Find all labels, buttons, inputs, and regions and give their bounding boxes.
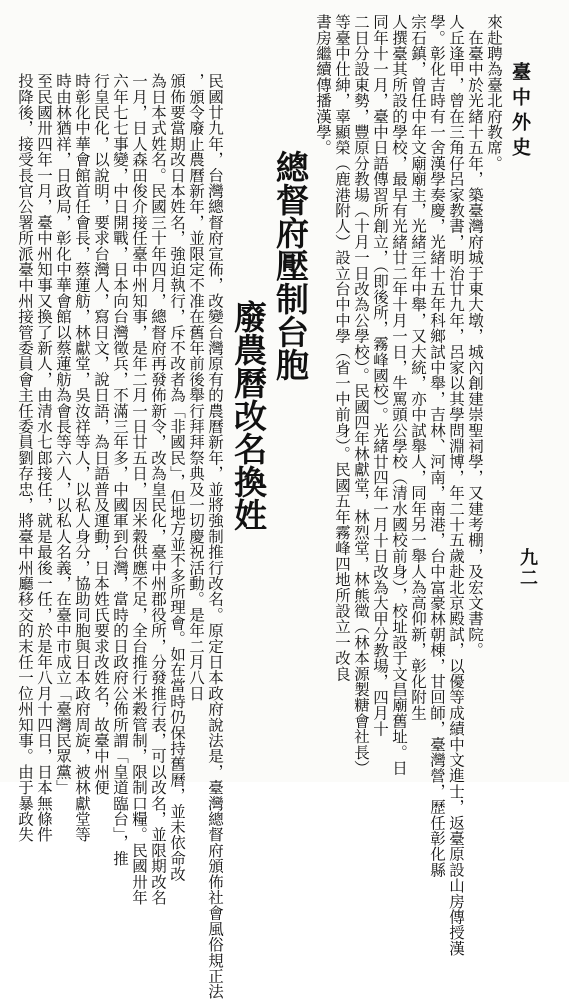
text-column: 等臺中仕紳，辜顯榮（鹿港附人）設立台中中學（省一中前身）。民國五年霧峰四地所設立一改良 — [333, 14, 351, 682]
text-column: 人撰臺其所設的學校，最早有光緒廿二年十月一日，牛罵頭公學校（清水國校前身），校址設于文昌廟舊址。日 — [390, 14, 408, 776]
text-column: 投降後，接受長官公署所派臺中州接管委員會主任委員劉存忠，將臺中州廳移交的末任一位州知事。由于暴政失 — [16, 73, 34, 843]
text-column: 時彰化中華會館首任會長，蔡蓮舫，林獻堂，吳汝祥等人，以私人身分，協助同胞與日本政府周旋，被林獻堂等 — [73, 73, 91, 843]
text-column: 民國廿九年，台灣總督府宣佈，改變台灣原有的農曆新年，並將強制推行改名。原定日本政府說法是，臺灣總督府頒佈社會風俗規正法 — [206, 73, 224, 999]
page-number: 九二 — [517, 548, 538, 588]
text-column: 一月，日人森田俊介接任臺中州知事，是年二月一日廿五日，因米穀供應不足，全台推行米穀管制，限制口糧。民國卅年 — [130, 73, 148, 906]
text-column: 至民國卅四年一月，臺中州知事又換了新人，由清水七郎接任，就是最後一任，於是年八月十四日，日本無條件 — [35, 73, 53, 843]
text-column: 時由林猶祥，日政局，彰化中華會館以蔡蓮舫為會長等六人，以私人名義，在臺中市成立「臺灣民眾黨」 — [54, 73, 72, 796]
text-column: 二日分設東勢，豐原分教場（十月一日改為公學校）。民國四年林獻堂，林烈堂，林熊徵（林本源製糖會社長） — [352, 14, 370, 776]
article-subtitle: 廢農曆改名換姓 — [229, 300, 268, 531]
text-column: 來赴聘為臺北府教席。 — [485, 14, 503, 171]
text-column: 為日本式姓名。民國三十年四月，總督府再發佈新令，改為皇民化，臺中州郡役所，分發推行表，可以改名，並限期改名 — [149, 73, 167, 906]
article-title: 總督府壓制台胞 — [271, 150, 310, 381]
text-column: 書房繼續傳播漢學。 — [314, 14, 332, 156]
text-column: 宗石鎮，曾任中年文廟廟主，光緒三年中舉，又大統，亦中試舉人，同年另一舉人為高仰新，彰化附生 — [409, 14, 427, 721]
text-column: 人丘逢甲，曾在三角仔呂家教書，明治廿九年，呂家以其學問淵博，年二十五歲赴北京殿試，以優等成績中文進士，返臺原設山房傳授漢 — [447, 14, 465, 956]
text-column: 學。彰化吉時有一舍漢學奏慶，光緒十五年科鄉試中舉，吉林、河南，南港，台中富豪林朝棟，甘回師，臺灣營，歷任彰化縣 — [428, 14, 446, 878]
text-column: ，頒令廢止農曆新年，並限定不准在舊年前後舉行拜拜祭典及一切慶祝活動。是年二月八日 — [187, 73, 205, 701]
running-head: 臺中外史 — [509, 62, 531, 162]
text-column: 行皇民化，以說明，要求台灣人，寫日文，說日語，為日語普及運動，日本姓氏要求改姓名，故臺中州便 — [92, 73, 110, 796]
text-column: 在臺中於光緒十五年，築臺灣府城于東大墩，城內創建崇聖祠學，又建考棚，及宏文書院。 — [466, 14, 484, 658]
text-column: 六年七七事變，中日開戰，日本向台灣徵兵，不滿三年多，中國軍到台灣，當時的日政府公佈所謂「皇道臨台」，推 — [111, 73, 129, 866]
text-column: 同年十一月，臺中日語傳習所創立，（即後所，霧峰國校）。光緒廿四年一月十日改為大甲分教場，四月十 — [371, 14, 389, 737]
text-column: 頒佈要當期改日本姓名，強迫執行，斥不改者為「非國民」，但地方並不多所理會。如在當時仍保持舊曆，並未依命改 — [168, 73, 186, 882]
